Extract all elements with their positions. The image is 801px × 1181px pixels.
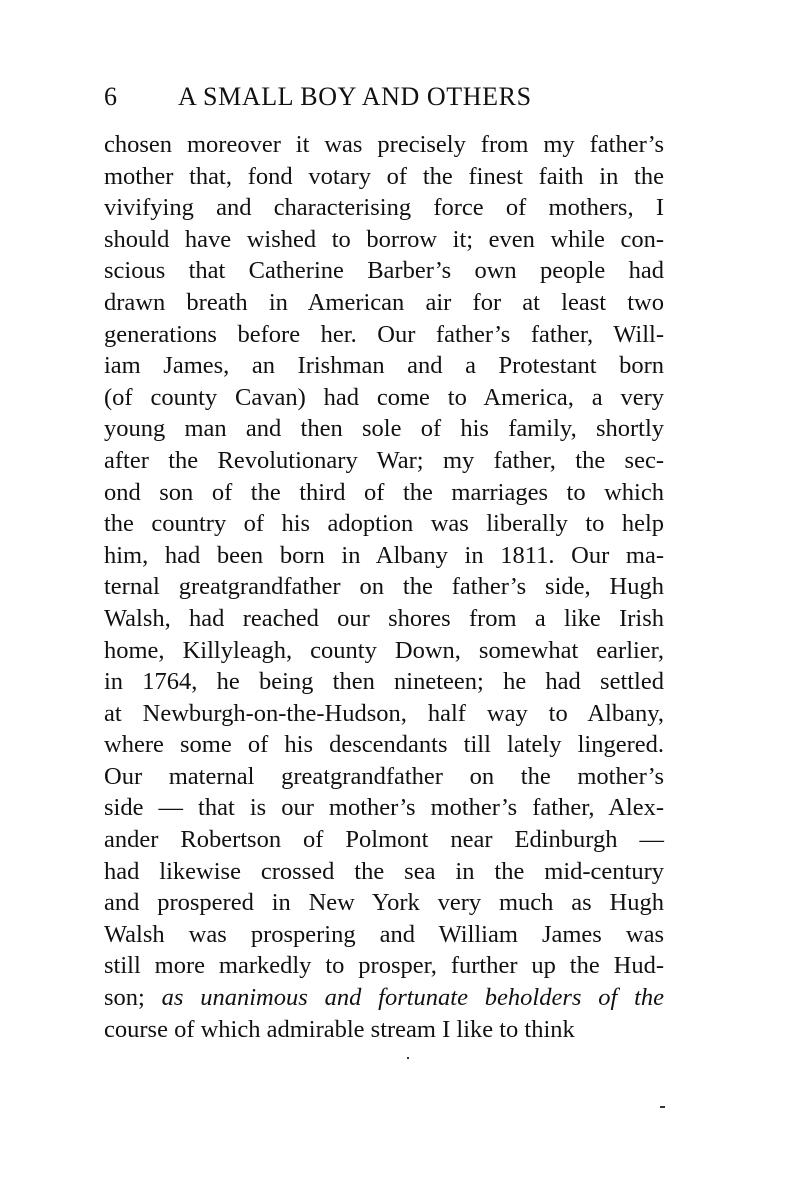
body-paragraph xyxy=(104,129,664,1045)
text-line: him, had been born in Albany in 1811. Our ma- xyxy=(104,541,664,569)
text-line: ternal greatgrandfather on the father’s side, Hugh xyxy=(104,573,664,601)
text-line: scious that Catherine Barber’s own people had xyxy=(104,257,664,285)
scan-speck xyxy=(660,1106,665,1108)
text-line: ander Robertson of Polmont near Edinburgh — xyxy=(104,826,664,854)
text-line: mother that, fond votary of the finest faith in the xyxy=(104,162,664,190)
text-line: Walsh was prospering and William James was xyxy=(104,920,664,948)
last-text-line: course of which admirable stream I like to think xyxy=(104,1015,575,1043)
text-line: at Newburgh-on-the-Hudson, half way to Albany, xyxy=(104,699,664,727)
text-line: iam James, an Irishman and a Protestant born xyxy=(104,352,664,380)
text-line: chosen moreover it was precisely from my father’s xyxy=(104,131,664,158)
text-line: generations before her. Our father’s father, Will- xyxy=(104,320,664,348)
text-line: still more markedly to prosper, further up the Hud- xyxy=(104,952,664,980)
running-head xyxy=(104,80,664,114)
roman-fragment: son; xyxy=(104,984,145,1012)
text-line: had likewise crossed the sea in the mid-century xyxy=(104,857,664,885)
scan-speck xyxy=(407,1057,409,1059)
text-line: ond son of the third of the marriages to which xyxy=(104,478,664,506)
text-line: should have wished to borrow it; even while con- xyxy=(104,225,664,253)
text-line: home, Killyleagh, county Down, somewhat earlier, xyxy=(104,636,664,664)
text-line: where some of his descendants till lately lingered. xyxy=(104,731,664,759)
text-line: drawn breath in American air for at least two xyxy=(104,288,664,316)
book-title: A SMALL BOY AND OTHERS xyxy=(178,82,532,111)
text-line: (of county Cavan) had come to America, a very xyxy=(104,383,664,411)
italic-fragment: as unanimous and fortunate beholders of the xyxy=(161,984,665,1012)
text-line: after the Revolutionary War; my father, the sec- xyxy=(104,446,664,474)
text-line: side — that is our mother’s mother’s father, Alex- xyxy=(104,794,664,822)
page-number: 6 xyxy=(104,82,118,111)
text-line: Our maternal greatgrandfather on the mother’s xyxy=(104,762,664,790)
text-line: the country of his adoption was liberally to help xyxy=(104,510,664,538)
text-line-mixed xyxy=(104,982,664,1014)
text-line: Walsh, had reached our shores from a like Irish xyxy=(104,604,664,632)
text-line: in 1764, he being then nineteen; he had settled xyxy=(104,668,664,696)
text-line: vivifying and characterising force of mothers, I xyxy=(104,194,664,222)
text-line: and prospered in New York very much as Hugh xyxy=(104,889,664,917)
text-line: young man and then sole of his family, shortly xyxy=(104,415,664,443)
